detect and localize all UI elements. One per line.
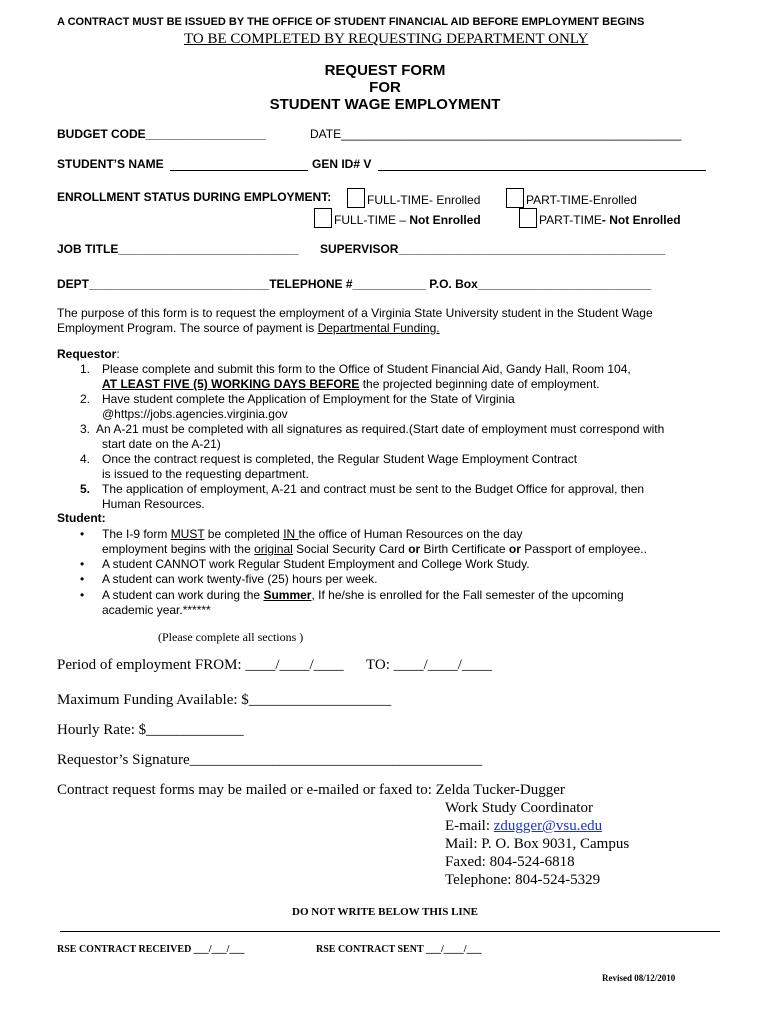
requestor-label: Requestor	[57, 347, 117, 361]
original-emphasis: original	[254, 542, 293, 556]
department-only-heading: TO BE COMPLETED BY REQUESTING DEPARTMENT ONLY	[184, 31, 589, 47]
email-link[interactable]: zdugger@vsu.edu	[493, 818, 603, 834]
requestor-colon: :	[116, 347, 120, 361]
option-part-time-not-enrolled	[519, 208, 681, 228]
students-name-input[interactable]	[170, 170, 308, 171]
student-bullet-1-line1	[102, 527, 522, 541]
must-emphasis: MUST	[170, 527, 205, 541]
requestor-item-5-line2: Human Resources.	[102, 497, 205, 511]
requestor-item-1-num: 1.	[80, 362, 91, 376]
i9-text-a: The I-9 form	[102, 527, 171, 541]
purpose-line2	[57, 321, 440, 335]
i9-text-b: be completed	[204, 527, 284, 541]
telephone-number: Telephone: 804-524-5329	[445, 872, 601, 888]
part-time-not-enrolled-emphasis: - Not Enrolled	[601, 213, 681, 227]
bullet-icon: •	[80, 557, 85, 571]
dept-phone-box-field[interactable]: DEPT___________________________TELEPHONE #___________ P.O. Box__________________________	[57, 277, 652, 291]
in-emphasis: IN	[283, 527, 299, 541]
gen-id-input[interactable]	[378, 170, 706, 171]
i9-line2-b: Social Security Card	[292, 542, 409, 556]
job-title-field[interactable]: JOB TITLE___________________________	[57, 242, 299, 256]
requestor-item-4-num: 4.	[80, 452, 91, 466]
part-time-enrolled-checkbox[interactable]	[506, 188, 524, 208]
part-time-enrolled-label: PART-TIME-Enrolled	[526, 193, 637, 207]
form-title-line3: STUDENT WAGE EMPLOYMENT	[269, 96, 501, 113]
student-bullet-4-line1	[102, 588, 624, 602]
requestor-item-3-num: 3.	[80, 422, 91, 436]
option-part-time-enrolled	[506, 188, 637, 208]
form-title-line2: FOR	[369, 79, 401, 96]
or-emphasis-1: or	[408, 542, 421, 556]
period-to-field[interactable]: TO: ____/____/____	[366, 657, 492, 673]
complete-all-sections-note: (Please complete all sections )	[158, 630, 304, 644]
requestor-item-4-line2: is issued to the requesting department.	[102, 467, 309, 481]
full-time-not-enrolled-checkbox[interactable]	[314, 208, 332, 228]
student-bullet-1-line2	[102, 542, 647, 556]
i9-line2-c: Birth Certificate	[420, 542, 509, 556]
student-bullet-2: A student CANNOT work Regular Student Employment and College Work Study.	[102, 557, 530, 571]
contract-forms-instruction: Contract request forms may be mailed or e-mailed or faxed to: Zelda Tucker-Dugger	[57, 782, 565, 798]
maximum-funding-field[interactable]: Maximum Funding Available: $___________________	[57, 692, 392, 708]
jobs-website-link[interactable]: @https://jobs.agencies.virginia.gov	[102, 407, 288, 421]
requestor-item-2-line1: Have student complete the Application of Employment for the State of Virginia	[102, 392, 515, 406]
students-name-label: STUDENT’S NAME	[57, 157, 164, 171]
requestor-item-1-line1: Please complete and submit this form to the Office of Student Financial Aid, Gandy Hall, Room 104,	[102, 362, 631, 376]
bullet-icon: •	[80, 588, 85, 602]
requestor-item-1-line2-rest: the projected beginning date of employment.	[359, 377, 600, 391]
period-from-field[interactable]: Period of employment FROM: ____/____/____	[57, 657, 344, 673]
student-heading: Student:	[57, 511, 106, 525]
date-field[interactable]: DATE___________________________________________________	[310, 127, 682, 141]
do-not-write-notice: DO NOT WRITE BELOW THIS LINE	[292, 906, 478, 918]
rse-contract-received-field[interactable]: RSE CONTRACT RECEIVED ___/___/___	[57, 944, 245, 955]
requestor-item-3-line1: An A-21 must be completed with all signatures as required.(Start date of employment must correspond with	[96, 422, 665, 436]
requestor-signature-field[interactable]: Requestor’s Signature_______________________________________	[57, 752, 483, 768]
hourly-rate-field[interactable]: Hourly Rate: $_____________	[57, 722, 244, 738]
supervisor-field[interactable]: SUPERVISOR________________________________________	[320, 242, 666, 256]
requestor-item-5-num: 5.	[80, 482, 91, 496]
summer-text-b: , If he/she is enrolled for the Fall semester of the upcoming	[311, 588, 624, 602]
requestor-item-5-line1: The application of employment, A-21 and contract must be sent to the Budget Office for approval, then	[102, 482, 645, 496]
purpose-line1: The purpose of this form is to request the employment of a Virginia State University student in the Student Wage	[57, 306, 653, 320]
part-time-not-enrolled-checkbox[interactable]	[519, 208, 537, 228]
fax-number: Faxed: 804-524-6818	[445, 854, 575, 870]
departmental-funding-text: Departmental Funding.	[317, 321, 440, 335]
full-time-enrolled-label: FULL-TIME- Enrolled	[367, 193, 481, 207]
requestor-item-3-line2: start date on the A-21)	[102, 437, 221, 451]
option-full-time-not-enrolled	[314, 208, 481, 228]
summer-emphasis: Summer	[263, 588, 312, 602]
coordinator-title: Work Study Coordinator	[445, 800, 593, 816]
requestor-heading	[57, 347, 120, 361]
five-working-days-emphasis: AT LEAST FIVE (5) WORKING DAYS BEFORE	[102, 377, 360, 391]
requestor-item-1-line2	[102, 377, 600, 391]
student-bullet-3: A student can work twenty-five (25) hours per week.	[102, 572, 378, 586]
part-time-not-enrolled-prefix: PART-TIME	[539, 213, 602, 227]
summer-text-a: A student can work during the	[102, 588, 264, 602]
option-full-time-enrolled	[347, 188, 480, 208]
full-time-not-enrolled-emphasis: Not Enrolled	[409, 213, 481, 227]
requestor-item-2-num: 2.	[80, 392, 91, 406]
bullet-icon: •	[80, 527, 85, 541]
bullet-icon: •	[80, 572, 85, 586]
i9-text-c: the office of Human Resources on the day	[298, 527, 523, 541]
form-title-line1: REQUEST FORM	[324, 62, 446, 79]
mail-address: Mail: P. O. Box 9031, Campus	[445, 836, 630, 852]
rse-contract-sent-field[interactable]: RSE CONTRACT SENT ___/____/___	[316, 944, 482, 955]
purpose-line2-text: Employment Program. The source of payment is	[57, 321, 318, 335]
or-emphasis-2: or	[508, 542, 521, 556]
budget-code-field[interactable]: BUDGET CODE__________________	[57, 127, 266, 141]
full-time-enrolled-checkbox[interactable]	[347, 188, 365, 208]
i9-line2-a: employment begins with the	[102, 542, 255, 556]
gen-id-label: GEN ID# V	[312, 157, 372, 171]
divider-line	[60, 931, 720, 932]
contract-notice: A CONTRACT MUST BE ISSUED BY THE OFFICE OF STUDENT FINANCIAL AID BEFORE EMPLOYMENT BEGINS	[57, 16, 645, 28]
full-time-not-enrolled-prefix: FULL-TIME –	[334, 213, 410, 227]
student-bullet-4-line2: academic year.******	[102, 603, 211, 617]
requestor-item-4-line1: Once the contract request is completed, the Regular Student Wage Employment Contract	[102, 452, 578, 466]
email-line	[445, 818, 602, 835]
i9-line2-d: Passport of employee..	[520, 542, 647, 556]
revision-date: Revised 08/12/2010	[602, 973, 676, 983]
enrollment-status-label: ENROLLMENT STATUS DURING EMPLOYMENT:	[57, 190, 332, 204]
email-label: E-mail:	[445, 818, 494, 834]
